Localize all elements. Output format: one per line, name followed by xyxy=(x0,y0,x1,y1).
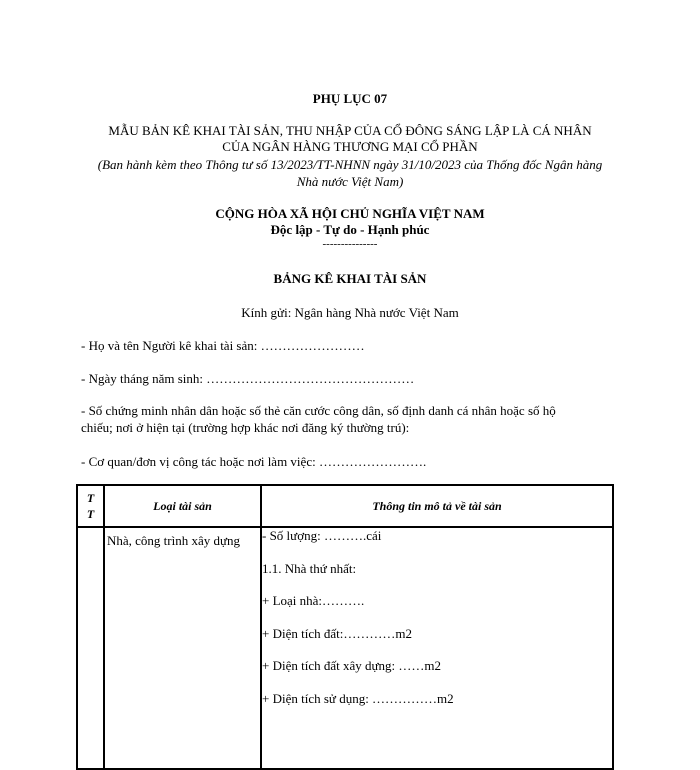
info-line: 1.1. Nhà thứ nhất: xyxy=(262,560,357,576)
field-id-number-cont: chiếu; nơi ở hiện tại (trường hợp khác nơi đăng ký thường trú): xyxy=(81,420,410,435)
motto-divider: --------------- xyxy=(322,238,378,250)
field-workplace: - Cơ quan/đơn vị công tác hoặc nơi làm việc: ……………………. xyxy=(81,454,427,469)
info-line: + Diện tích sử dụng: ……………m2 xyxy=(262,690,454,706)
asset-table xyxy=(76,484,614,770)
form-title-line2: CỦA NGÂN HÀNG THƯƠNG MẠI CỔ PHẦN xyxy=(222,139,478,154)
national-motto: Độc lập - Tự do - Hạnh phúc xyxy=(270,222,430,237)
addressee: Kính gửi: Ngân hàng Nhà nước Việt Nam xyxy=(241,305,459,320)
info-line: + Loại nhà:………. xyxy=(262,593,365,608)
table-row xyxy=(77,527,613,769)
info-line: + Diện tích đất:…………m2 xyxy=(262,625,412,641)
header-no: T T xyxy=(77,485,104,527)
field-date-of-birth: - Ngày tháng năm sinh: ………………………………………… xyxy=(81,371,415,386)
issuance-note-line2: Nhà nước Việt Nam) xyxy=(296,174,404,189)
field-id-number: - Số chứng minh nhân dân hoặc số thẻ căn cước công dân, số định danh cá nhân hoặc số hộ xyxy=(81,403,556,418)
country-name: CỘNG HÒA XÃ HỘI CHỦ NGHĨA VIỆT NAM xyxy=(215,206,485,221)
row-info-cell xyxy=(261,527,613,769)
header-asset-type: Loại tài sản xyxy=(104,485,261,527)
table-header-row xyxy=(77,485,613,527)
info-line: - Số lượng: ……….cái xyxy=(262,528,382,543)
row-type-cell: Nhà, công trình xây dựng xyxy=(104,527,261,769)
info-line: + Diện tích đất xây dựng: ……m2 xyxy=(262,658,442,673)
declaration-title: BẢNG KÊ KHAI TÀI SẢN xyxy=(273,271,427,286)
row-no-cell xyxy=(77,527,104,769)
issuance-note-line1: (Ban hành kèm theo Thông tư số 13/2023/TT-NHNN ngày 31/10/2023 của Thống đốc Ngân hàng xyxy=(97,157,603,172)
field-full-name: - Họ và tên Người kê khai tài sản: …………………… xyxy=(81,338,365,353)
header-asset-info: Thông tin mô tả về tài sản xyxy=(261,485,613,527)
appendix-label: PHỤ LỤC 07 xyxy=(312,91,388,106)
form-title-line1: MẪU BẢN KÊ KHAI TÀI SẢN, THU NHẬP CỦA CỔ ĐÔNG SÁNG LẬP LÀ CÁ NHÂN xyxy=(108,123,592,138)
